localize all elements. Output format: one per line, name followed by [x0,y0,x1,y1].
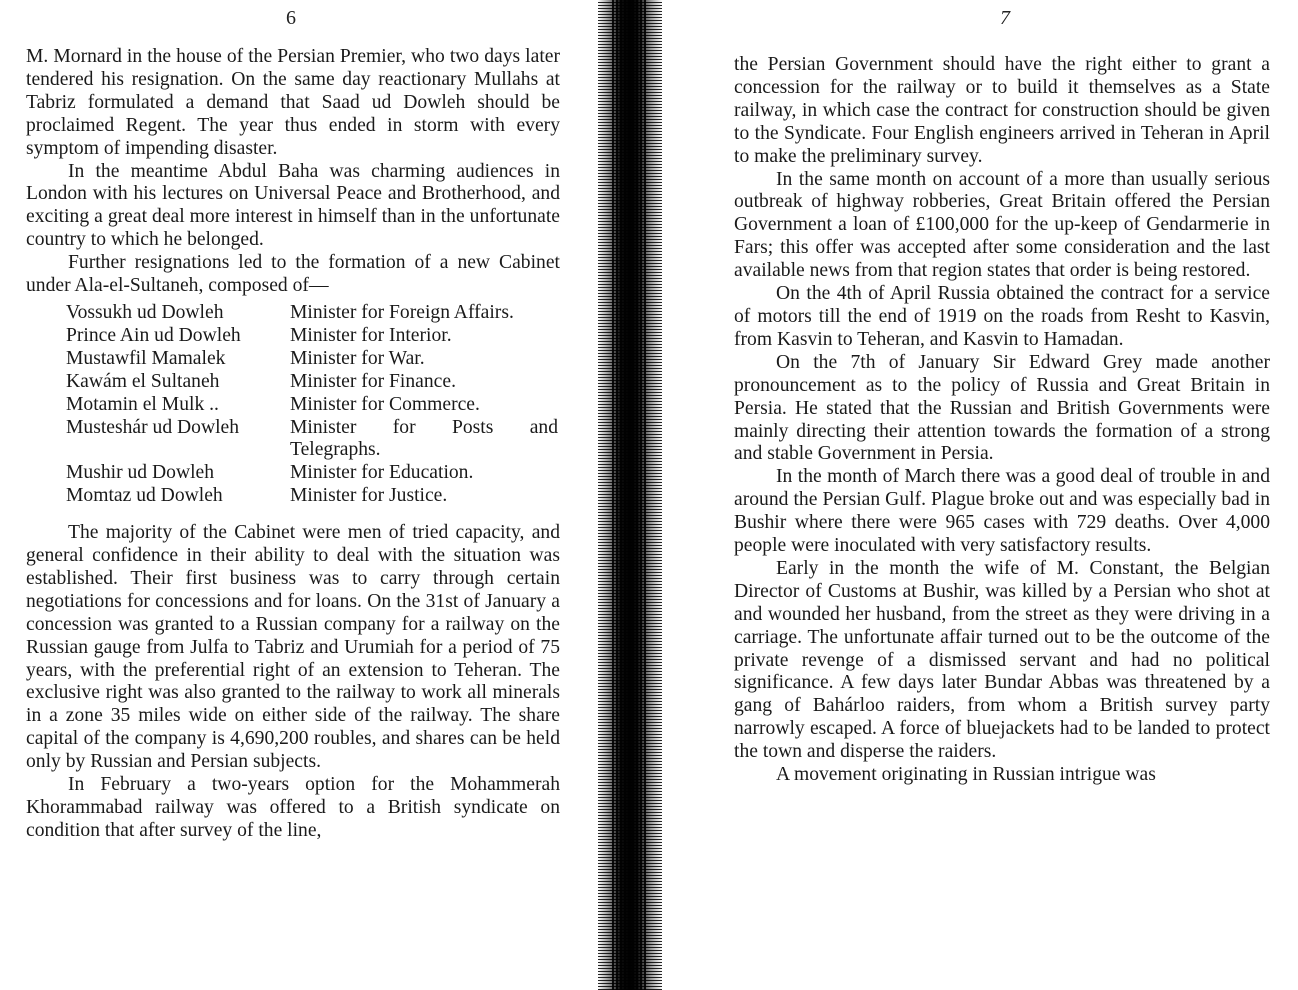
page-number-right: 7 [1000,7,1010,29]
cabinet-member-post: Minister for Justice. [290,485,448,507]
book-gutter-scan-streaks [612,0,648,990]
left-page [0,0,590,990]
cabinet-row [66,462,558,485]
cabinet-row [66,348,558,371]
right-page-body [734,54,1270,787]
right-paragraph-7: A movement originating in Russian intrigue was [776,764,1156,786]
page-number-left: 6 [286,7,296,29]
cabinet-member-name: Prince Ain ud Dowleh [66,324,241,346]
cabinet-row [66,485,558,508]
right-paragraph-6: Early in the month the wife of M. Constant, the Belgian Director of Customs at Bushir, was killed by a Persian who shot at and wounded her husband, from the street as they were driving in a carriage. The unfortunate affair turned out to be the outcome of the private revenge of a dismissed servant and had no political significance. A few days later Bundar Abbas was threatened by a gang of Bahárloo raiders, from whom a British survey party narrowly escaped. A force of bluejackets had to be landed to protect the town and disperse the raiders. [734,557,1270,763]
cabinet-row [66,325,558,348]
cabinet-member-post: Minister for Commerce. [290,393,480,415]
cabinet-member-name: Mustawfil Mamalek [66,347,226,369]
right-paragraph-4: On the 7th of January Sir Edward Grey made another pronouncement as to the policy of Russia and Great Britain in Persia. He stated that the Russian and British Governments were mainly directing their attention towards the formation of a strong and stable Government in Persia. [734,351,1270,465]
cabinet-member-post: Minister for War. [290,347,425,369]
cabinet-member-name: Mushir ud Dowleh [66,462,215,484]
cabinet-member-post: Minister for Finance. [290,370,456,392]
right-paragraph-1: the Persian Government should have the right either to grant a concession for the railway or to build it themselves as a State railway, in which case the contract for construction should be given to the Syndicate. Four English engineers arrived in Teheran in April to make the preliminary survey. [734,54,1270,167]
cabinet-row [66,394,558,417]
cabinet-member-post: Minister for Interior. [290,324,452,346]
cabinet-member-post: Minister for Education. [290,462,474,484]
cabinet-member-name: Vossukh ud Dowleh [66,301,224,323]
cabinet-member-name: Momtaz ud Dowleh [66,485,223,507]
right-paragraph-2: In the same month on account of a more than usually serious outbreak of highway robberies, Great Britain offered the Persian Government a loan of £100,000 for the up-keep of Gendarmerie in Fars; this offer was accepted after some consideration and the last available news from that region states that order is being restored. [734,168,1270,282]
left-paragraph-5: In February a two-years option for the Mohammerah Khorammabad railway was offered to a British syndicate on condition that after survey of the line, [26,774,560,841]
cabinet-member-post: Minister for Posts and Telegraphs. [290,416,558,461]
right-paragraph-3: On the 4th of April Russia obtained the contract for a service of motors till the end of 1919 on the roads from Resht to Kasvin, from Kasvin to Teheran, and Kasvin to Hamadan. [734,283,1270,350]
cabinet-member-name: Motamin el Mulk .. [66,393,219,415]
left-paragraph-4: The majority of the Cabinet were men of tried capacity, and general confidence in their ability to deal with the situation was established. Their first business was to carry through certain negotiations for concessions and for loans. On the 31st of January a concession was granted to a Russian company for a railway on the Russian gauge from Julfa to Tabriz and Urumiah for a period of 75 years, with the preferential right of an extension to Teheran. The exclusive right was also granted to the railway to work all minerals in a zone 35 miles wide on either side of the railway. The share capital of the company is 4,690,200 roubles, and shares can be held only by Russian and Persian subjects. [26,522,560,773]
left-paragraph-2: In the meantime Abdul Baha was charming audiences in London with his lectures on Universal Peace and Brotherhood, and exciting a great deal more interest in himself than in the unfortunate country to which he belonged. [26,160,560,251]
cabinet-member-post: Minister for Foreign Affairs. [290,301,514,323]
right-page [660,0,1298,990]
cabinet-row [66,302,558,325]
cabinet-member-name: Musteshár ud Dowleh [66,416,240,438]
right-paragraph-5: In the month of March there was a good deal of trouble in and around the Persian Gulf. Plague broke out and was especially bad in Bushir where there were 965 cases with 729 deaths. Over 4,000 people were inoculated with very satisfactory results. [734,466,1270,557]
left-paragraph-3: Further resignations led to the formation of a new Cabinet under Ala-el-Sultaneh, composed of— [26,252,560,297]
cabinet-member-name: Kawám el Sultaneh [66,370,220,392]
cabinet-list [66,302,558,508]
cabinet-row [66,371,558,394]
left-page-body [26,46,560,843]
cabinet-row [66,417,558,463]
left-paragraph-1: M. Mornard in the house of the Persian Premier, who two days later tendered his resignation. On the same day reactionary Mullahs at Tabriz formulated a demand that Saad ud Dowleh should be proclaimed Regent. The year thus ended in storm with every symptom of impending disaster. [26,46,560,159]
